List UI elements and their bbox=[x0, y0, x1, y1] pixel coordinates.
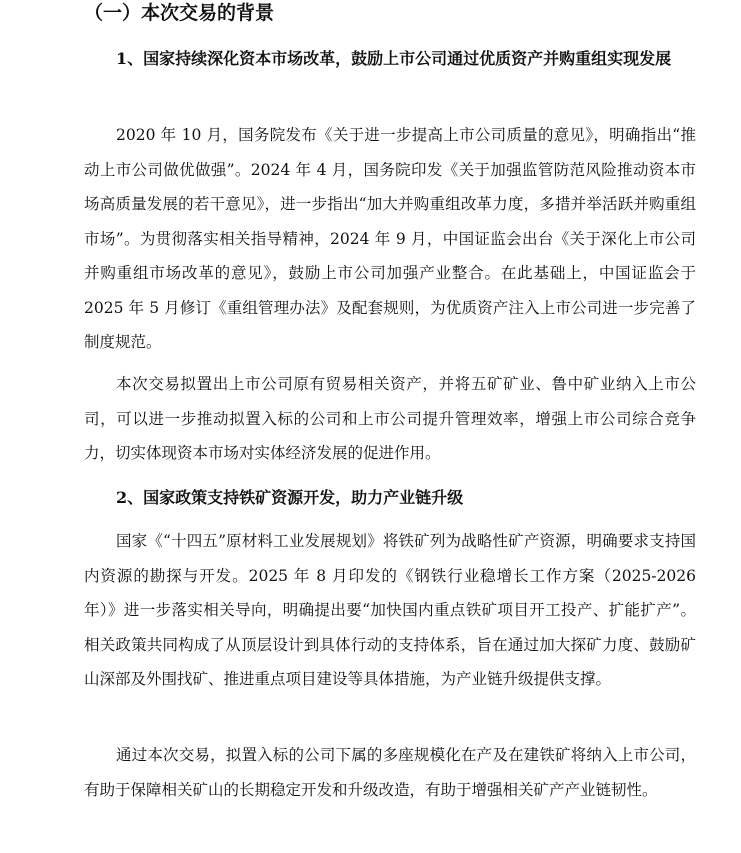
subsection-heading-1: 1、国家持续深化资本市场改革，鼓励上市公司通过优质资产并购重组实现发展 bbox=[116, 49, 672, 68]
subsection-heading-2: 2、国家政策支持铁矿资源开发，助力产业链升级 bbox=[116, 488, 464, 507]
paragraph-3: 国家《“十四五”原材料工业发展规划》将铁矿列为战略性矿产资源，明确要求支持国内资源的勘探与开发。2025 年 8 月印发的《钢铁行业稳增长工作方案（2025-2026 年）》进一步落实相关导向，明确提出要“加快国内重点铁矿项目开工投产、扩能扩产”。相关政策共同构成了从顶层设计到具体行动的支持体系，旨在通过加大探矿力度、鼓励矿山深部及外围找矿、推进重点项目建设等具体措施，为产业链升级提供支撑。 bbox=[84, 532, 696, 688]
paragraph-2: 本次交易拟置出上市公司原有贸易相关资产，并将五矿矿业、鲁中矿业纳入上市公司，可以进一步推动拟置入标的公司和上市公司提升管理效率，增强上市公司综合竞争力，切实体现资本市场对实体经济发展的促进作用。 bbox=[84, 375, 696, 462]
section-title: （一）本次交易的背景 bbox=[84, 2, 275, 24]
paragraph-1: 2020 年 10 月，国务院发布《关于进一步提高上市公司质量的意见》，明确指出“推动上市公司做优做强”。2024 年 4 月，国务院印发《关于加强监管防范风险推动资本市场高质量发展的若干意见》，进一步指出“加大并购重组改革力度，多措并举活跃并购重组市场”。为贯彻落实相关指导精神，2024 年 9 月，中国证监会出台《关于深化上市公司并购重组市场改革的意见》，鼓励上市公司加强产业整合。在此基础上，中国证监会于 2025 年 5 月修订《重组管理办法》及配套规则，为优质资产注入上市公司进一步完善了制度规范。 bbox=[84, 126, 696, 351]
paragraph-4: 通过本次交易，拟置入标的公司下属的多座规模化在产及在建铁矿将纳入上市公司，有助于保障相关矿山的长期稳定开发和升级改造，有助于增强相关矿产产业链韧性。 bbox=[84, 746, 696, 799]
